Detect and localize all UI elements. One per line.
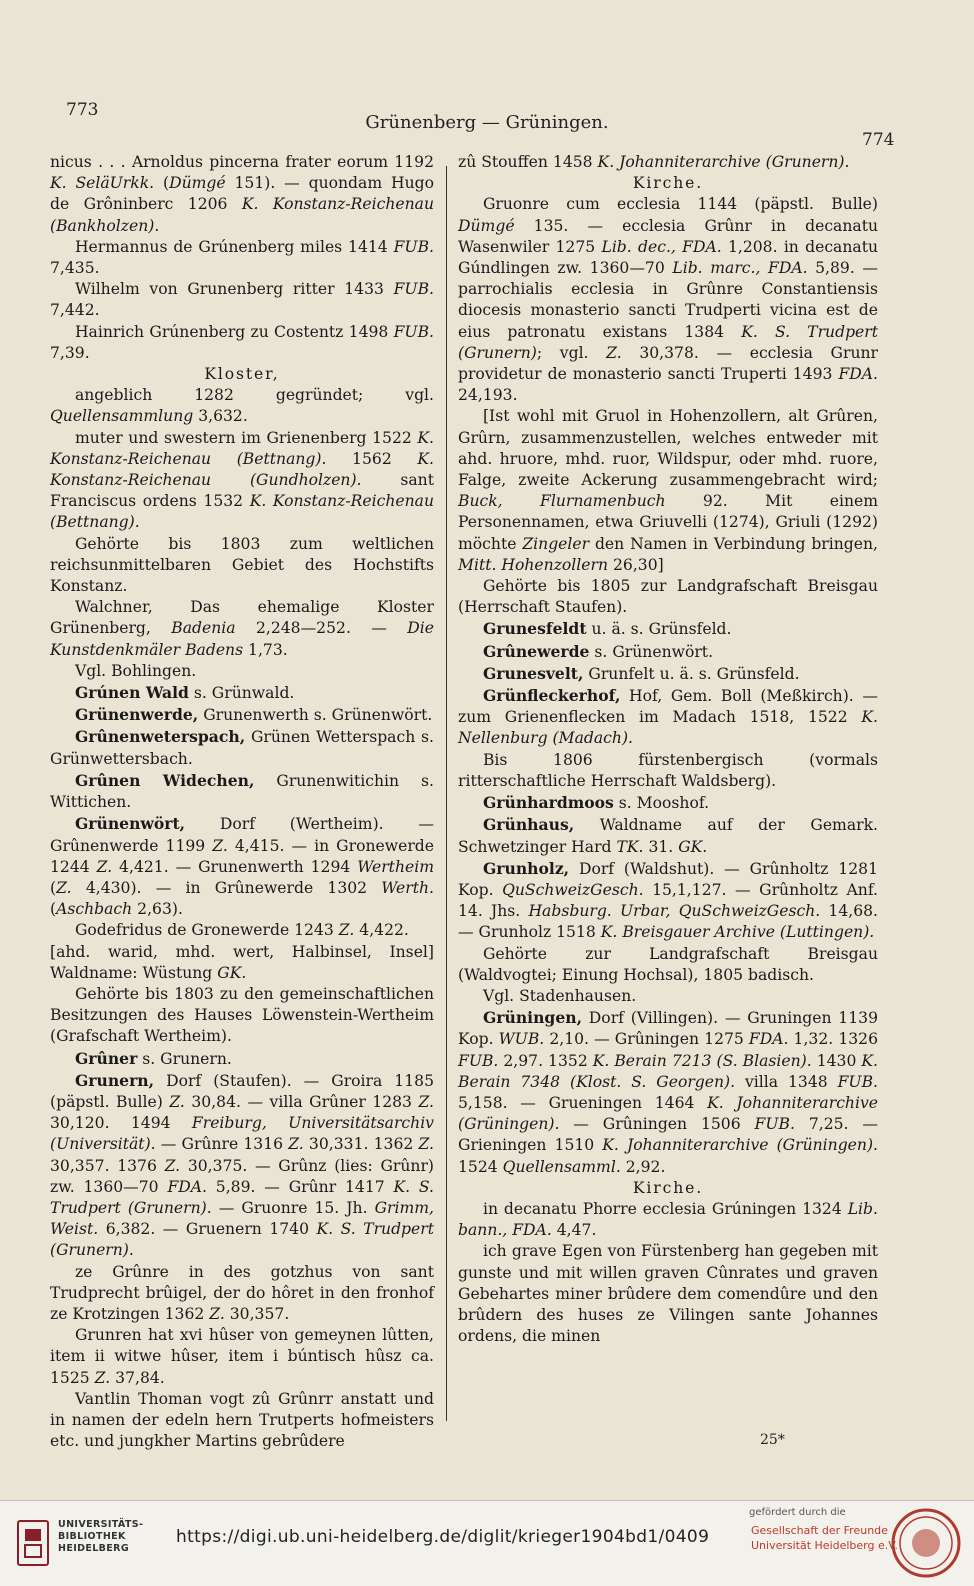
paragraph: [ahd. warid, mhd. wert, Halbinsel, Insel] Waldname: Wüstung GK.	[50, 942, 434, 982]
paragraph: Walchner, Das ehemalige Kloster Grünenberg, Badenia 2,248—252. — Die Kunstdenkmäler Badens 1,73.	[50, 598, 434, 659]
paragraph: in decanatu Phorre ecclesia Grúningen 1324 Lib. bann., FDA. 4,47.	[458, 1199, 878, 1240]
paragraph: Grûnenweterspach, Grünen Wetterspach s. Grünwettersbach.	[50, 727, 434, 768]
library-name-line3: HEIDELBERG	[58, 1543, 130, 1554]
paragraph: Kloster,	[204, 365, 280, 384]
signature-mark: 25*	[760, 1432, 785, 1448]
library-name-line1: UNIVERSITÄTS-	[58, 1519, 144, 1530]
running-title: Grünenberg — Grüningen.	[365, 112, 609, 133]
page-number-right: 774	[862, 130, 895, 150]
university-seal-icon	[890, 1507, 962, 1579]
paragraph: Vantlin Thoman vogt zû Grûnrr anstatt und in namen der edeln hern Trutperts hofmeisters etc. und jungkher Martins gebrûdere	[50, 1389, 434, 1451]
paragraph: Gehörte zur Landgrafschaft Breisgau (Waldvogtei; Einung Hochsal), 1805 badisch.	[458, 944, 878, 984]
university-library-logo-icon	[16, 1519, 50, 1567]
page-number-left: 773	[66, 100, 99, 120]
paragraph: Bis 1806 fürstenbergisch (vormals ritterschaftliche Herrschaft Waldsberg).	[458, 750, 878, 790]
paragraph: Grúnen Wald s. Grünwald.	[74, 683, 295, 703]
paragraph: angeblich 1282 gegründet; vgl. Quellensammlung 3,632.	[50, 386, 434, 426]
paragraph: Godefridus de Gronewerde 1243 Z. 4,422.	[74, 921, 409, 940]
paragraph: Grünhaus, Waldname auf der Gemark. Schwetzinger Hard TK. 31. GK.	[458, 815, 878, 856]
permalink-url[interactable]: https://digi.ub.uni-heidelberg.de/diglit/krieger1904bd1/0409	[176, 1527, 710, 1547]
paragraph: [Ist wohl mit Gruol in Hohenzollern, alt Grûren, Grûrn, zusammenzustellen, welches entweder mit ahd. hruore, mhd. ruor, Wildspur, oder mhd. ruore, Falge, zweite Ackerung zusammengebracht wird; Buck, Flurnamenbuch 92. Mit einem Personennamen, etwa Griuvelli (1274), Griuli (1292) möchte Zingeler den Namen in Verbindung bringen, Mitt. Hohenzollern 26,30]	[458, 407, 878, 574]
paragraph: Kirche.	[632, 1178, 704, 1197]
paragraph: muter und swestern im Grienenberg 1522 K. Konstanz-Reichenau (Bettnang). 1562 K. Konstanz-Reichenau (Gundholzen). sant Franciscus ordens 1532 K. Konstanz-Reichenau (Bettnang).	[50, 428, 434, 532]
sponsor-label: gefördert durch die	[749, 1507, 846, 1518]
library-name-line2: BIBLIOTHEK	[58, 1531, 126, 1542]
paragraph: Gruonre cum ecclesia 1144 (päpstl. Bulle) Dümgé 135. — ecclesia Grûnr in decanatu Wasenwiler 1275 Lib. dec., FDA. 1,208. in decanatu Gúndlingen zw. 1360—70 Lib. marc., FDA. 5,89. — parrochialis ecclesia in Grûnre Constantiensis diocesis monasterio sancti Trudperti vicina est de eius patronatu existans 1384 K. S. Trudpert (Grunern); vgl. Z. 30,378. — ecclesia Grunr providetur de monasterio sancti Truperti 1493 FDA. 24,193.	[458, 195, 879, 405]
paragraph: Hermannus de Grúnenberg miles 1414 FUB. 7,435.	[50, 237, 434, 278]
paragraph: Grünhardmoos s. Mooshof.	[482, 793, 710, 813]
right-text-column	[458, 152, 878, 1347]
column-divider	[446, 166, 447, 1421]
paragraph: Kirche.	[632, 174, 704, 193]
paragraph: Grûner s. Grunern.	[74, 1048, 232, 1068]
paragraph: Grunern, Dorf (Staufen). — Groira 1185 (päpstl. Bulle) Z. 30,84. — villa Grûner 1283 Z. 30,120. 1494 Freiburg, Universitätsarchiv (Universität). — Grûnre 1316 Z. 30,331. 1362 Z. 30,357. 1376 Z. 30,375. — Grûnz (lies: Grûnr) zw. 1360—70 FDA. 5,89. — Grûnr 1417 K. S. Trudpert (Grunern). — Gruonre 15. Jh. Grimm, Weist. 6,382. — Gruenern 1740 K. S. Trudpert (Grunern).	[50, 1070, 435, 1260]
paragraph: Gehörte bis 1803 zu den gemeinschaftlichen Besitzungen des Hauses Löwenstein-Wertheim (Grafschaft Wertheim).	[50, 984, 434, 1046]
viewer-footer	[0, 1500, 974, 1586]
paragraph: Hainrich Grúnenberg zu Costentz 1498 FUB. 7,39.	[50, 322, 434, 362]
paragraph: ich grave Egen von Fürstenberg han gegeben mit gunste und mit willen graven Cûnrates und graven Gebehartes miner brûdere dem comendûre und den brûdern des huses ze Vilingen sante Johannes ordens, die minen	[458, 1242, 878, 1346]
paragraph: ze Grûnre in des gotzhus von sant Trudprecht brûigel, der do hôret in den fronhof ze Krotzingen 1362 Z. 30,357.	[50, 1262, 434, 1323]
paragraph: Gehörte bis 1803 zum weltlichen reichsunmittelbaren Gebiet des Hochstifts Konstanz.	[50, 534, 434, 596]
paragraph: Grüningen, Dorf (Villingen). — Gruningen 1139 Kop. WUB. 2,10. — Grûningen 1275 FDA. 1,32. 1326 FUB. 2,97. 1352 K. Berain 7213 (S. Blasien). 1430 K. Berain 7348 (Klost. S. Georgen). villa 1348 FUB. 5,158. — Grueningen 1464 K. Johanniterarchive (Grüningen). — Grûningen 1506 FUB. 7,25. — Grieningen 1510 K. Johanniterarchive (Grüningen). 1524 Quellensamml. 2,92.	[458, 1008, 879, 1176]
sponsor-name	[751, 1523, 898, 1553]
paragraph: Grünenwört, Dorf (Wertheim). — Grûnenwerde 1199 Z. 4,415. — in Gronewerde 1244 Z. 4,421. — Grunenwerth 1294 Wertheim (Z. 4,430). — in Grûnewerde 1302 Werth. (Aschbach 2,63).	[50, 814, 434, 919]
library-name	[58, 1519, 143, 1555]
paragraph: Gehörte bis 1805 zur Landgrafschaft Breisgau (Herrschaft Staufen).	[458, 577, 878, 617]
paragraph: Grunholz, Dorf (Waldshut). — Grûnholtz 1281 Kop. QuSchweizGesch. 15,1,127. — Grûnholtz Anf. 14. Jhs. Habsburg. Urbar, QuSchweizGesch. 14,68. — Grunholz 1518 K. Breisgauer Archive (Luttingen).	[458, 858, 878, 942]
paragraph: Grunesvelt, Grunfelt u. ä. s. Grünsfeld.	[482, 663, 800, 683]
sponsor-name-line1: Gesellschaft der Freunde	[751, 1524, 888, 1537]
paragraph: Grünfleckerhof, Hof, Gem. Boll (Meßkirch). — zum Grienenflecken im Madach 1518, 1522 K. Nellenburg (Madach).	[458, 686, 878, 748]
paragraph: Wilhelm von Grunenberg ritter 1433 FUB. 7,442.	[50, 280, 434, 320]
paragraph: zû Stouffen 1458 K. Johanniterarchive (Grunern).	[458, 153, 850, 171]
left-text-column	[50, 152, 434, 1452]
sponsor-name-line2: Universität Heidelberg e.V.	[751, 1539, 898, 1552]
paragraph: Grünenwerde, Grunenwerth s. Grünenwört.	[74, 705, 433, 725]
paragraph: Vgl. Stadenhausen.	[482, 986, 637, 1005]
paragraph: nicus . . . Arnoldus pincerna frater eorum 1192 K. SeläUrkk. (Dümgé 151). — quondam Hugo de Grôninberc 1206 K. Konstanz-Reichenau (Bankholzen).	[50, 153, 434, 235]
paragraph: Grunesfeldt u. ä. s. Grünsfeld.	[482, 619, 732, 639]
paragraph: Grûnewerde s. Grünenwört.	[482, 641, 714, 661]
paragraph: Vgl. Bohlingen.	[74, 661, 197, 680]
paragraph: Grunren hat xvi hûser von gemeynen lûtten, item ii witwe hûser, item i búntisch hûsz ca. 1525 Z. 37,84.	[50, 1326, 434, 1387]
paragraph: Grûnen Widechen, Grunenwitichin s. Wittichen.	[50, 770, 434, 812]
